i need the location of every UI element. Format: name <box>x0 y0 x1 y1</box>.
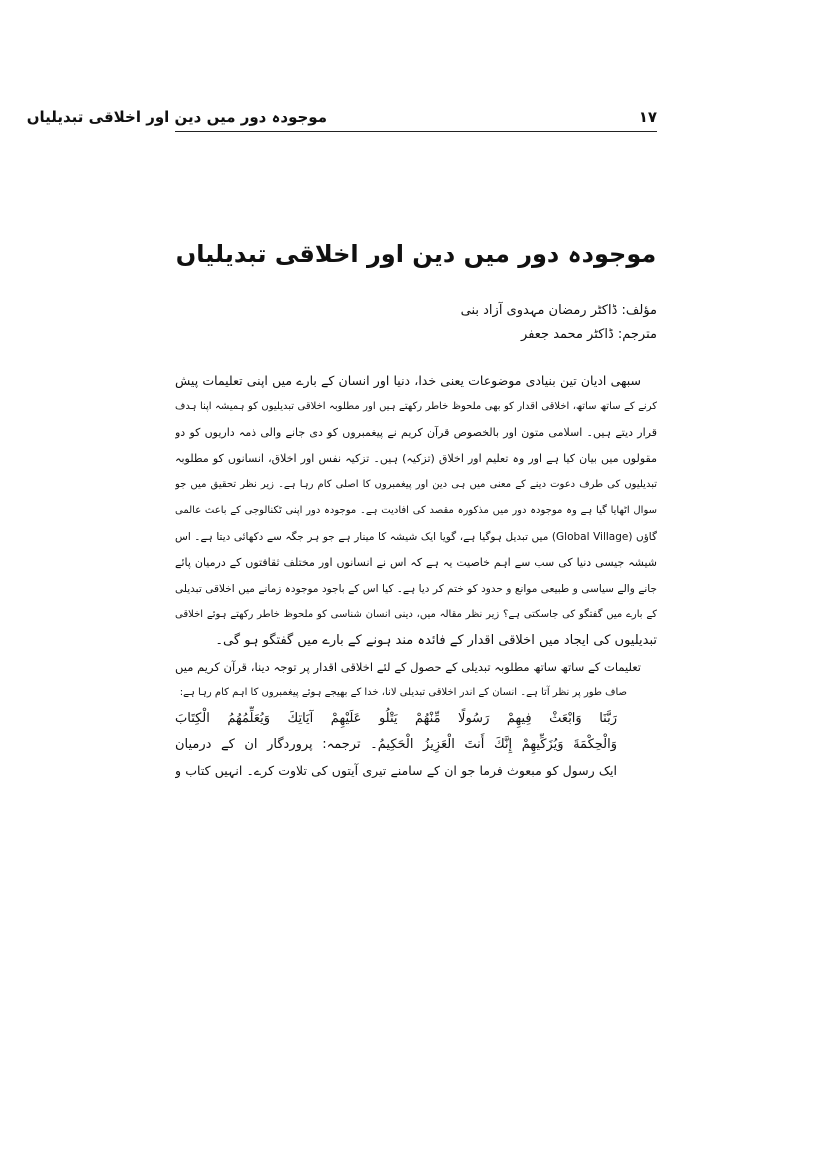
article-body <box>175 368 657 784</box>
body-line: شیشہ جیسی دنیا کی سب سے اہم خاصیت یہ ہے کہ اس نے انسانوں اور مختلف ثقافتوں کے درمیان پائے <box>175 556 657 569</box>
body-line: کے بارے میں گفتگو کی جاسکتی ہے؟ زیر نظر مقالہ میں، دینی انسان شناسی کو ملحوظ خاطر رکھتے ہوئے اخلاقی <box>175 609 657 620</box>
translation-line: ایک رسول کو مبعوث فرما جو ان کے سامنے تیری آیتوں کی تلاوت کرے۔ انہیں کتاب و <box>175 763 617 778</box>
running-title: موجودہ دور میں دین اور اخلاقی تبدیلیاں <box>26 108 327 126</box>
body-line: تبدیلیوں کی ایجاد میں اخلاقی اقدار کے فائدہ مند ہونے کے بارے میں گفتگو ہو گی۔ <box>215 633 657 648</box>
body-line: تبدیلیوں کی طرف دعوت دینے کے معنی میں ہی دین اور پیغمبروں کا اصلی کام رہا ہے۔ زیر نظر تحقیق میں جو <box>175 479 657 490</box>
body-line: گاؤں (Global Village) میں تبدیل ہوگیا ہے، گویا ایک شیشہ کا مینار ہے جو ہر جگہ سے دکھائی دیتا ہے۔ اس <box>175 531 657 543</box>
body-line: قرار دیتے ہیں۔ اسلامی متون اور بالخصوص قرآن کریم نے پیغمبروں کو دی جانے والی ذمہ داریوں کو دو <box>175 426 657 439</box>
body-line: سوال اٹھایا گیا ہے وہ موجودہ دور میں مذکورہ مقصد کی افادیت ہے۔ موجودہ دور اپنی ٹکنالوجی کے باعث عالمی <box>175 505 657 516</box>
body-line: تعلیمات کے ساتھ ساتھ مطلوبہ تبدیلی کے حصول کے لئے اخلاقی اقدار پر توجہ دینا، قرآن کریم میں <box>175 660 641 674</box>
verse-line: وَالْحِكْمَةَ وَيُزَكِّيهِمْ إِنَّكَ أَنتَ الْعَزِيزُ الْحَكِيمُ۔ ترجمہ: پروردگار ان کے درمیان <box>175 737 617 752</box>
header-rule <box>175 131 657 132</box>
page-number: ۱۷ <box>638 108 657 126</box>
translator-line: مترجم: ڈاکٹر محمد جعفر <box>521 327 657 342</box>
running-header <box>26 104 657 132</box>
body-line: صاف طور پر نظر آتا ہے۔ انسان کے اندر اخلاقی تبدیلی لانا، خدا کے بھیجے ہوئے پیغمبروں کا اہم کام رہا ہے: <box>179 687 627 698</box>
body-line: جانے والے سیاسی و طبیعی موانع و حدود کو ختم کر دیا ہے۔ کیا اس کے باجود موجودہ زمانے میں اخلاقی تبدیلی <box>175 583 657 595</box>
body-line: کرنے کے ساتھ ساتھ، اخلاقی اقدار کو بھی ملحوظ خاطر رکھتے ہیں اور مطلوبہ اخلاقی تبدیلیوں کو ہمیشہ اپنا ہدف <box>175 401 657 412</box>
article-title: موجودہ دور میں دین اور اخلاقی تبدیلیاں <box>175 240 657 268</box>
verse-line: رَبَّنَا وَابْعَثْ فِيهِمْ رَسُولًا مِّنْهُمْ يَتْلُو عَلَيْهِمْ آيَاتِكَ وَيُعَلِّمُهُمُ الْكِتَابَ <box>175 711 617 726</box>
body-line: سبھی ادیان تین بنیادی موضوعات یعنی خدا، دنیا اور انسان کے بارے میں اپنی تعلیمات پیش <box>175 373 641 388</box>
author-line: مؤلف: ڈاکٹر رمضان مہدوی آزاد بنی <box>460 303 657 318</box>
body-line: مقولوں میں بیان کیا ہے اور وہ تعلیم اور اخلاق (تزکیہ) ہیں۔ تزکیہ نفس اور اخلاق، انسانوں کو مطلوبہ <box>175 452 657 465</box>
